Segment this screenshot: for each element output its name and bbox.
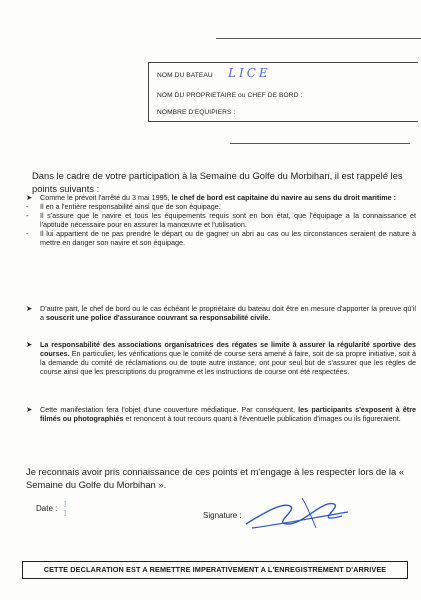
text-run: Cette manifestation fera l'objet d'une couverture médiatique. Par conséquent, bbox=[40, 405, 299, 414]
point-text bbox=[40, 304, 416, 322]
dash-item bbox=[26, 202, 416, 211]
bold-text: le chef de bord est capitaine du navire au sens du droit maritime : bbox=[171, 193, 397, 202]
point-text bbox=[40, 202, 416, 211]
crew-count-field bbox=[157, 109, 235, 116]
signature-label: Signature : bbox=[203, 511, 242, 520]
crew-count-label: NOMBRE D'EQUIPIERS : bbox=[157, 109, 236, 116]
arrow-item bbox=[26, 405, 416, 423]
point-text bbox=[40, 405, 416, 423]
dash-item bbox=[26, 229, 416, 247]
boat-name-value: LICE bbox=[228, 66, 271, 80]
text-run: En particulier, les vérifications que le comité de course sera amené à faire, soit de sa propre initiative, soit à la demande du comité de réclamations ou de toute autre instance, ont pour seul but de s'assurer que les règles de course ainsi que les prescriptions du programme et les instructions de course ont été respectées. bbox=[40, 349, 416, 376]
point-section bbox=[26, 193, 416, 247]
arrow-item bbox=[26, 304, 416, 322]
text-run: Comme le prévoit l'arrêté du 3 mai 1995, bbox=[40, 193, 172, 202]
bold-text: les participants s'exposent à être filmés ou photographiés bbox=[40, 405, 416, 423]
date-label: Date : bbox=[36, 504, 58, 513]
arrow-item bbox=[26, 193, 416, 202]
point-text bbox=[40, 229, 416, 247]
dash-marker: - bbox=[26, 229, 29, 238]
owner-field bbox=[157, 92, 302, 99]
dash-marker: - bbox=[26, 202, 29, 211]
text-run: Il en a l'entière responsabilité ainsi que de son équipage. bbox=[40, 202, 221, 211]
boat-name-label: NOM DU BATEAU bbox=[157, 72, 213, 79]
mid-rule bbox=[230, 143, 410, 144]
arrow-bullet-icon: ➤ bbox=[26, 193, 33, 202]
point-section bbox=[26, 340, 416, 376]
arrow-bullet-icon: ➤ bbox=[26, 304, 33, 313]
top-rule bbox=[216, 38, 421, 39]
date-handwriting: ⁞ ⁞ bbox=[64, 500, 67, 518]
arrow-item bbox=[26, 340, 416, 376]
point-text bbox=[40, 340, 416, 376]
bold-text: souscrit une police d'assurance couvrant sa responsabilité civile. bbox=[46, 313, 271, 322]
text-run: D'autre part, le chef de bord ou le cas échéant le propriétaire du bateau doit être en mesure d'apporter la preuve qu'il a bbox=[40, 304, 416, 322]
point-text bbox=[40, 211, 416, 229]
boat-info-box bbox=[148, 62, 418, 122]
point-text bbox=[40, 193, 416, 202]
arrow-bullet-icon: ➤ bbox=[26, 405, 33, 414]
dash-marker: - bbox=[26, 211, 29, 220]
point-section bbox=[26, 304, 416, 322]
boat-name-field bbox=[157, 72, 213, 79]
text-run: Il s'assure que le navire et tous les équipements requis sont en bon état, que l'équipage a la connaissance et l'aptitude nécessaire pour en assurer la manœuvre et l'utilisation. bbox=[40, 211, 416, 229]
point-section bbox=[26, 405, 416, 423]
signature-scribble bbox=[242, 494, 352, 534]
text-run: et renoncent à tout recours quant à l'éventuelle publication d'images ou ils figureraient. bbox=[123, 414, 401, 423]
intro-paragraph: Dans le cadre de votre participation à la Semaine du Golfe du Morbihan, il est rappelé les points suivants : bbox=[32, 170, 403, 194]
owner-label: NOM DU PROPRIETAIRE ou CHEF DE BORD : bbox=[157, 92, 303, 99]
closing-statement: Je reconnais avoir pris connaissance de ces points et m'engage à les respecter lors de la « Semaine du Golfe du Morbihan ». bbox=[26, 466, 405, 490]
text-run: Il lui appartient de ne pas prendre le départ ou de gagner un abri au cas ou les circonstances seraient de nature à mettre en danger son navire et son équipage. bbox=[40, 229, 416, 247]
footer-notice: CETTE DECLARATION EST A REMETTRE IMPERATIVEMENT A L'ENREGISTREMENT D'ARRIVEE bbox=[22, 561, 408, 579]
arrow-bullet-icon: ➤ bbox=[26, 340, 33, 349]
bold-text: La responsabilité des associations organisatrices des régates se limite à assurer la régularité sportive des courses. bbox=[40, 340, 416, 358]
dash-item bbox=[26, 211, 416, 229]
